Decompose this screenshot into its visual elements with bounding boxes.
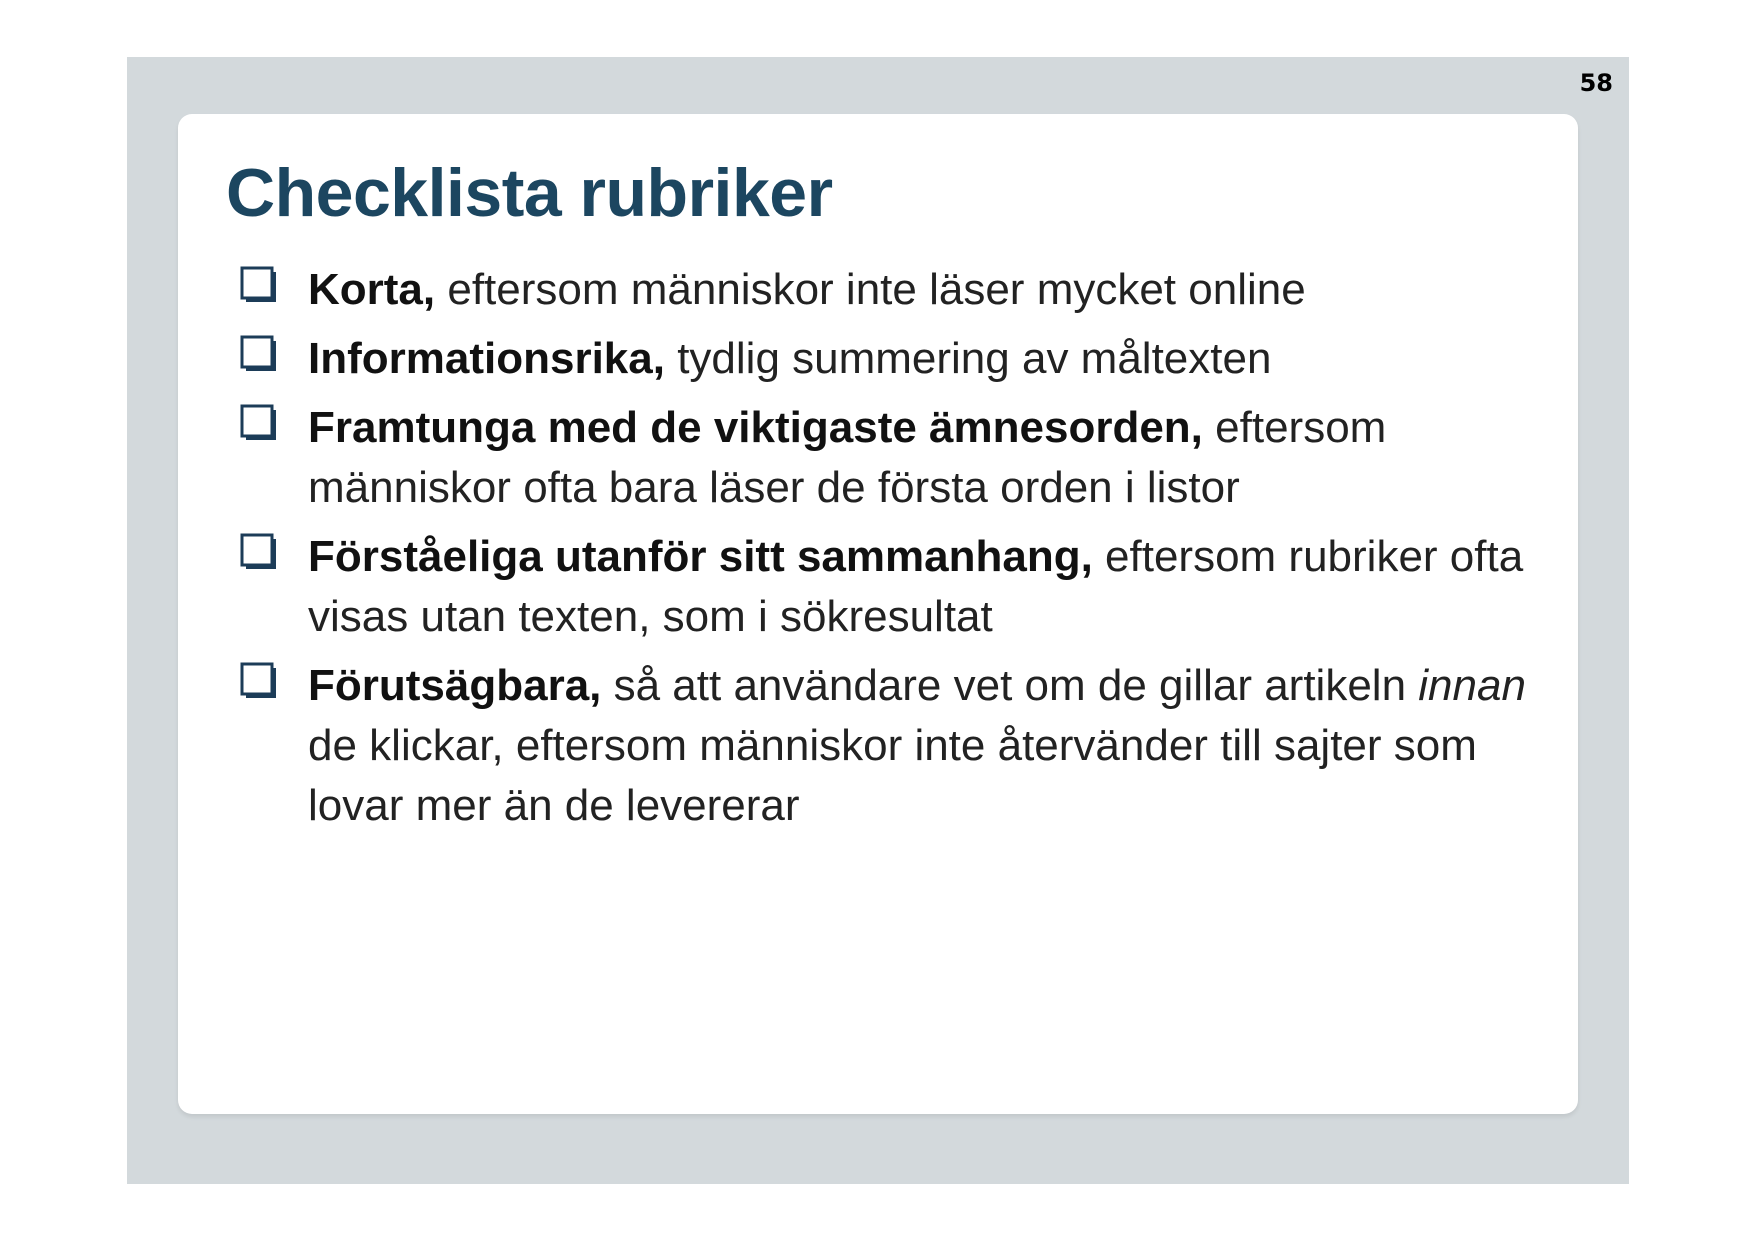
checklist (238, 260, 1548, 845)
checkbox-icon (240, 533, 278, 571)
checklist-item (238, 398, 1548, 518)
item-lead: Korta, (308, 265, 436, 314)
item-text: tydlig summering av måltexten (664, 334, 1272, 383)
checkbox-icon (240, 266, 278, 304)
item-lead: Informationsrika, (308, 334, 665, 383)
checklist-item (238, 329, 1548, 389)
item-text: de klickar, eftersom människor inte återvänder till sajter som lovar mer än de levererar (308, 721, 1477, 830)
checkbox-icon (240, 662, 278, 700)
checklist-item (238, 260, 1548, 320)
slide-frame (127, 57, 1629, 1184)
slide-card (178, 114, 1578, 1114)
item-text: eftersom människor ofta bara läser de första orden i listor (308, 403, 1387, 512)
item-lead: Förståeliga utanför sitt sammanhang, (308, 532, 1093, 581)
item-lead: Förutsägbara, (308, 661, 602, 710)
slide-title: Checklista rubriker (226, 155, 833, 231)
checkbox-icon (240, 335, 278, 373)
item-lead: Framtunga med de viktigaste ämnesorden, (308, 403, 1203, 452)
checklist-item (238, 527, 1548, 647)
item-text: eftersom rubriker ofta visas utan texten, som i sökresultat (308, 532, 1524, 641)
checkbox-icon (240, 404, 278, 442)
checklist-item (238, 656, 1548, 836)
item-text: eftersom människor inte läser mycket online (435, 265, 1306, 314)
item-text: så att användare vet om de gillar artikeln (601, 661, 1419, 710)
page-number: 58 (1579, 69, 1613, 97)
item-emphasis: innan (1418, 661, 1526, 710)
